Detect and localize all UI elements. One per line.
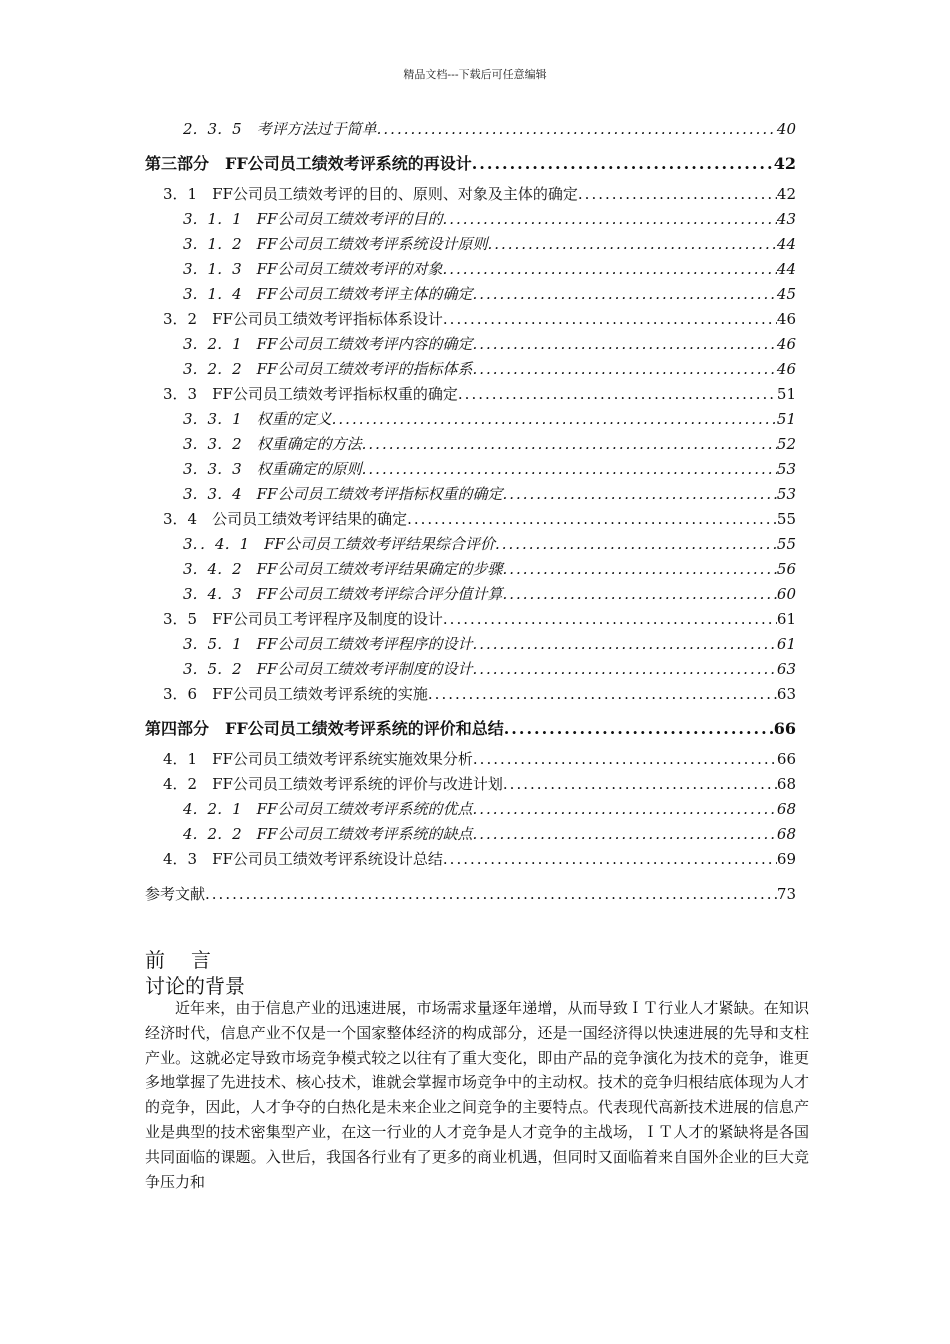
toc-entry-title: 4．2．1 FF公司员工绩效考评系统的优点 bbox=[183, 800, 473, 818]
toc-entry[interactable] bbox=[145, 882, 796, 907]
toc-leader-dots bbox=[578, 182, 777, 207]
toc-leader-dots bbox=[443, 847, 777, 872]
toc-entry-title: 3．5 FF公司员工考评程序及制度的设计 bbox=[163, 610, 443, 628]
toc-entry-page: 43 bbox=[776, 210, 796, 228]
toc-leader-dots bbox=[442, 207, 776, 232]
toc-entry-title: 3．2．1 FF公司员工绩效考评内容的确定 bbox=[183, 335, 473, 353]
toc-entry-title: 4．2 FF公司员工绩效考评系统的评价与改进计划 bbox=[163, 775, 503, 793]
toc-entry-page: 60 bbox=[776, 585, 796, 603]
toc-entry[interactable] bbox=[145, 797, 796, 822]
toc-entry-title: 第四部分 FF公司员工绩效考评系统的评价和总结 bbox=[145, 719, 504, 738]
toc-leader-dots bbox=[502, 557, 776, 582]
toc-entry[interactable] bbox=[145, 532, 796, 557]
toc-entry-page: 66 bbox=[776, 750, 796, 768]
toc-entry-page: 68 bbox=[776, 775, 796, 793]
toc-entry[interactable] bbox=[145, 407, 796, 432]
toc-entry[interactable] bbox=[145, 482, 796, 507]
toc-entry-title: 3．3．1 权重的定义 bbox=[183, 410, 332, 428]
toc-entry-page: 44 bbox=[776, 260, 796, 278]
toc-entry[interactable] bbox=[145, 582, 796, 607]
toc-leader-dots bbox=[458, 382, 777, 407]
toc-entry-title: 参考文献 bbox=[145, 885, 206, 903]
toc-leader-dots bbox=[472, 632, 776, 657]
toc-entry[interactable] bbox=[145, 772, 796, 797]
toc-entry[interactable] bbox=[145, 657, 796, 682]
toc-leader-dots bbox=[443, 607, 777, 632]
toc-entry-title: 3．1．4 FF公司员工绩效考评主体的确定 bbox=[183, 285, 473, 303]
toc-entry-page: 52 bbox=[776, 435, 796, 453]
toc-entry-page: 55 bbox=[776, 510, 796, 528]
toc-entry[interactable] bbox=[145, 682, 796, 707]
toc-leader-dots bbox=[377, 117, 777, 142]
toc-entry-title: 2．3．5 考评方法过于简单 bbox=[183, 120, 377, 138]
toc-entry[interactable] bbox=[145, 117, 796, 142]
toc-entry-title: 3．5．1 FF公司员工绩效考评程序的设计 bbox=[183, 635, 473, 653]
toc-entry[interactable] bbox=[145, 232, 796, 257]
toc-entry-title: 3．3．3 权重确定的原则 bbox=[183, 460, 362, 478]
toc-entry-title: 3．6 FF公司员工绩效考评系统的实施 bbox=[163, 685, 428, 703]
toc-leader-dots bbox=[407, 507, 777, 532]
toc-leader-dots bbox=[362, 432, 777, 457]
toc-leader-dots bbox=[472, 657, 776, 682]
toc-entry-title: 3．3．4 FF公司员工绩效考评指标权重的确定 bbox=[183, 485, 503, 503]
toc-entry-page: 46 bbox=[776, 360, 796, 378]
toc-entry[interactable] bbox=[145, 607, 796, 632]
toc-entry-title: 3．5．2 FF公司员工绩效考评制度的设计 bbox=[183, 660, 473, 678]
section-title: 讨论的背景 bbox=[145, 974, 245, 998]
toc-entry[interactable] bbox=[145, 507, 796, 532]
toc-entry-title: 3．4 公司员工绩效考评结果的确定 bbox=[163, 510, 408, 528]
toc-entry[interactable] bbox=[145, 382, 796, 407]
toc-entry-title: 3．1 FF公司员工绩效考评的目的、原则、对象及主体的确定 bbox=[163, 185, 578, 203]
toc-entry-title: 4．2．2 FF公司员工绩效考评系统的缺点 bbox=[183, 825, 473, 843]
toc-entry-page: 61 bbox=[776, 635, 796, 653]
toc-entry-title: 4．3 FF公司员工绩效考评系统设计总结 bbox=[163, 850, 443, 868]
toc-entry-page: 61 bbox=[776, 610, 796, 628]
page-header: 精品文档---下载后可任意编辑 bbox=[403, 68, 547, 81]
toc-entry[interactable] bbox=[145, 182, 796, 207]
toc-entry-page: 53 bbox=[776, 460, 796, 478]
preface-title-char-2: 言 bbox=[191, 948, 211, 972]
toc-entry[interactable] bbox=[145, 822, 796, 847]
preface-title bbox=[145, 944, 211, 973]
toc-entry-page: 40 bbox=[776, 120, 796, 138]
toc-leader-dots bbox=[205, 882, 777, 907]
toc-entry-page: 46 bbox=[776, 335, 796, 353]
toc-entry-page: 42 bbox=[776, 185, 796, 203]
toc-entry[interactable] bbox=[145, 282, 796, 307]
toc-entry-page: 53 bbox=[776, 485, 796, 503]
body-paragraph: 近年来，由于信息产业的迅速进展，市场需求量逐年递增，从而导致ＩＴ行业人才紧缺。在知识经济时代，信息产业不仅是一个国家整体经济的构成部分，还是一国经济得以快速进展的先导和支柱产业。这就必定导致市场竞争模式较之以往有了重大变化，即由产品的竞争演化为技术的竞争，谁更多地掌握了先进技术、核心技术，谁就会掌握市场竞争中的主动权。技术的竞争归根结底体现为人才的竞争，因此，人才争夺的白热化是未来企业之间竞争的主要特点。代表现代高新技术进展的信息产业是典型的技术密集型产业，在这一行业的人才竞争是人才竞争的主战场，ＩＴ人才的紧缺将是各国共同面临的课题。入世后，我国各行业有了更多的商业机遇，但同时又面临着来自国外企业的巨大竞争压力和 bbox=[145, 999, 809, 1191]
toc-entry-page: 51 bbox=[776, 410, 796, 428]
toc-entry[interactable] bbox=[145, 357, 796, 382]
toc-entry-page: 42 bbox=[773, 154, 796, 173]
toc-entry-page: 63 bbox=[776, 685, 796, 703]
toc-leader-dots bbox=[502, 482, 776, 507]
toc-entry-title: 3．2 FF公司员工绩效考评指标体系设计 bbox=[163, 310, 443, 328]
preface-title-char-1: 前 bbox=[145, 948, 165, 972]
toc-entry-page: 45 bbox=[776, 285, 796, 303]
toc-entry-title: 3．4．3 FF公司员工绩效考评综合评分值计算 bbox=[183, 585, 503, 603]
toc-entry-title: 4．1 FF公司员工绩效考评系统实施效果分析 bbox=[163, 750, 473, 768]
toc-leader-dots bbox=[473, 747, 777, 772]
toc-leader-dots bbox=[503, 772, 777, 797]
toc-entry-page: 51 bbox=[776, 385, 796, 403]
toc-entry-title: 3．1．3 FF公司员工绩效考评的对象 bbox=[183, 260, 443, 278]
toc-entry[interactable] bbox=[145, 632, 796, 657]
toc-leader-dots bbox=[472, 822, 776, 847]
toc-entry-page: 44 bbox=[776, 235, 796, 253]
toc-entry-title: 3．2．2 FF公司员工绩效考评的指标体系 bbox=[183, 360, 473, 378]
toc-leader-dots bbox=[502, 582, 776, 607]
toc-entry-page: 66 bbox=[773, 719, 796, 738]
toc-leader-dots bbox=[472, 357, 776, 382]
toc-entry[interactable] bbox=[145, 307, 796, 332]
toc-leader-dots bbox=[332, 407, 777, 432]
toc-leader-dots bbox=[487, 232, 776, 257]
toc-entry[interactable] bbox=[145, 747, 796, 772]
toc-entry-title: 3．3 FF公司员工绩效考评指标权重的确定 bbox=[163, 385, 458, 403]
toc-leader-dots bbox=[442, 257, 776, 282]
toc-entry-page: 46 bbox=[776, 310, 796, 328]
toc-entry-page: 68 bbox=[776, 825, 796, 843]
toc-entry[interactable] bbox=[145, 432, 796, 457]
toc-entry-page: 69 bbox=[776, 850, 796, 868]
toc-leader-dots bbox=[472, 282, 776, 307]
toc-entry-page: 55 bbox=[776, 535, 796, 553]
toc-entry-title: 3．4．2 FF公司员工绩效考评结果确定的步骤 bbox=[183, 560, 503, 578]
toc-entry[interactable] bbox=[145, 711, 796, 747]
toc-entry-title: 3．3．2 权重确定的方法 bbox=[183, 435, 362, 453]
toc-entry-title: 第三部分 FF公司员工绩效考评系统的再设计 bbox=[145, 154, 472, 173]
toc-entry[interactable] bbox=[145, 332, 796, 357]
toc-leader-dots bbox=[362, 457, 777, 482]
toc-leader-dots bbox=[428, 682, 777, 707]
toc-entry[interactable] bbox=[145, 146, 796, 182]
toc-entry[interactable] bbox=[145, 257, 796, 282]
table-of-contents bbox=[145, 117, 796, 907]
toc-leader-dots bbox=[443, 307, 777, 332]
toc-leader-dots bbox=[495, 532, 777, 557]
toc-entry[interactable] bbox=[145, 557, 796, 582]
toc-leader-dots bbox=[472, 146, 774, 182]
toc-entry-page: 56 bbox=[776, 560, 796, 578]
toc-entry-title: 3．1．2 FF公司员工绩效考评系统设计原则 bbox=[183, 235, 488, 253]
toc-leader-dots bbox=[504, 711, 774, 747]
toc-entry-page: 73 bbox=[776, 885, 796, 903]
toc-entry-page: 68 bbox=[776, 800, 796, 818]
toc-entry-title: 3．1．1 FF公司员工绩效考评的目的 bbox=[183, 210, 443, 228]
toc-entry-page: 63 bbox=[776, 660, 796, 678]
toc-entry-title: 3．．4．1 FF公司员工绩效考评结果综合评价 bbox=[183, 535, 495, 553]
toc-entry[interactable] bbox=[145, 207, 796, 232]
toc-leader-dots bbox=[472, 797, 776, 822]
toc-entry[interactable] bbox=[145, 847, 796, 872]
toc-leader-dots bbox=[472, 332, 776, 357]
toc-entry[interactable] bbox=[145, 457, 796, 482]
